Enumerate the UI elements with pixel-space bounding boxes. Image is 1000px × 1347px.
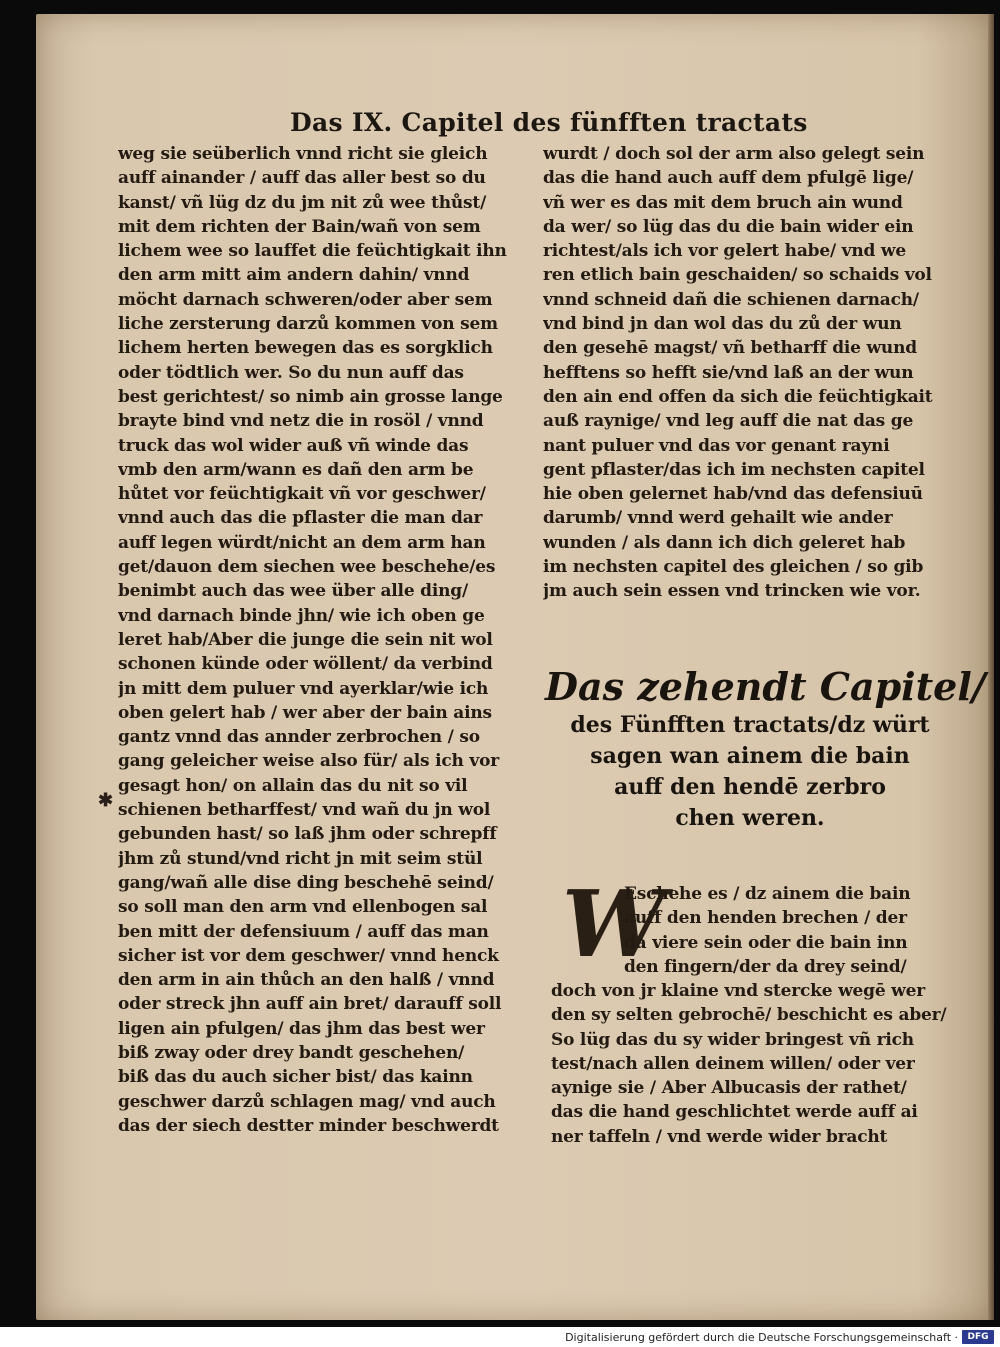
text-line: auff legen würdt/nicht an dem arm han <box>118 532 486 553</box>
text-line: so soll man den arm vnd ellenbogen sal <box>118 897 488 918</box>
text-line: oder streck jhn auff ain bret/ darauff soll <box>118 994 502 1015</box>
text-line: aynige sie / Aber Albucasis der rathet/ <box>551 1078 907 1099</box>
text-line: doch von jr klaine vnd stercke wegē wer <box>551 981 925 1001</box>
text-line: geschwer darzů schlagen mag/ vnd auch <box>118 1091 496 1112</box>
text-line: best gerichtest/ so nimb ain grosse lange <box>118 386 503 407</box>
chapter-body-text <box>551 979 951 1149</box>
text-line: hefftens so hefft sie/vnd laß an der wun <box>543 362 914 383</box>
text-line: get/dauon dem siechen wee beschehe/es <box>118 557 496 578</box>
text-line: das der siech destter minder beschwerdt <box>118 1115 499 1136</box>
text-line: schonen künde oder wöllent/ da verbind <box>118 654 493 675</box>
text-line: truck das wol wider auß vñ winde das <box>118 435 469 456</box>
text-line: oben gelert hab / wer aber der bain ains <box>118 702 492 723</box>
text-line: den gesehē magst/ vñ betharff die wund <box>543 338 917 359</box>
text-line: liche zersterung darzů kommen von sem <box>118 314 498 335</box>
text-line: da viere sein oder die bain inn <box>624 932 908 953</box>
text-line: den ain end offen da sich die feüchtigkait <box>543 386 933 407</box>
text-line: ligen ain pfulgen/ das jhm das best wer <box>118 1018 485 1039</box>
text-line: gent pflaster/das ich im nechsten capitel <box>543 459 925 480</box>
text-line: Eschehe es / dz ainem die bain <box>624 884 911 904</box>
text-line: auß raynige/ vnd leg auff die nat das ge <box>543 411 914 432</box>
text-line: gang/wañ alle dise ding beschehē seind/ <box>118 872 494 893</box>
text-line: jm auch sein essen vnd trincken wie vor. <box>543 581 921 602</box>
text-line: darumb/ vnnd werd gehailt wie ander <box>543 508 893 529</box>
text-line: jn mitt dem puluer vnd ayerklar/wie ich <box>118 678 489 699</box>
chapter-title: Das zehendt Capitel/ <box>545 664 986 709</box>
text-line: jhm zů stund/vnd richt jn mit seim stül <box>118 848 483 869</box>
text-line: den arm mitt aim andern dahin/ vnnd <box>118 265 470 286</box>
text-line: hůtet vor feüchtigkait vñ vor geschwer/ <box>118 484 486 505</box>
text-line: vnnd schneid dañ die schienen darnach/ <box>543 289 919 310</box>
text-line: im nechsten capitel des gleichen / so gib <box>543 557 924 578</box>
text-line: vmb den arm/wann es dañ den arm be <box>118 459 474 480</box>
text-line: biß zway oder drey bandt geschehen/ <box>118 1042 465 1063</box>
text-line: oder tödtlich wer. So du nun auff das <box>118 362 464 383</box>
right-text-column <box>543 142 939 604</box>
text-line: biß das du auch sicher bist/ das kainn <box>118 1067 473 1088</box>
text-line: den sy selten gebrochē/ beschicht es aber/ <box>551 1005 947 1026</box>
footer-credit: Digitalisierung gefördert durch die Deutsche Forschungsgemeinschaft · <box>565 1331 958 1344</box>
text-line: wurdt / doch sol der arm also gelegt sein <box>543 144 925 164</box>
text-line: weg sie seüberlich vnnd richt sie gleich <box>118 144 488 164</box>
chapter-subtitle-line: chen weren. <box>675 805 825 831</box>
chapter-indented-text <box>624 882 944 979</box>
text-line: gesagt hon/ on allain das du nit so vil <box>118 775 468 796</box>
text-line: vñ wer es das mit dem bruch ain wund <box>543 192 903 213</box>
text-line: ner taffeln / vnd werde wider bracht <box>551 1126 888 1147</box>
text-line: vnd darnach binde jhn/ wie ich oben ge <box>118 605 485 626</box>
text-line: gang geleicher weise also für/ als ich vor <box>118 751 499 772</box>
text-line: den arm in ain thůch an den halß / vnnd <box>118 970 495 991</box>
text-line: schienen betharffest/ vnd wañ du jn wol <box>118 800 491 821</box>
left-text-column <box>118 142 528 1138</box>
dfg-logo: DFG <box>962 1330 994 1344</box>
chapter-subtitle-line: sagen wan ainem die bain <box>590 743 910 769</box>
text-line: vnd bind jn dan wol das du zů der wun <box>543 314 902 335</box>
page-edge <box>988 14 994 1320</box>
chapter-heading <box>545 664 986 834</box>
text-line: mit dem richten der Bain/wañ von sem <box>118 216 481 237</box>
running-head: Das IX. Capitel des fünfften tractats <box>290 108 808 137</box>
text-line: brayte bind vnd netz die in rosöl / vnnd <box>118 411 484 432</box>
text-line: gebunden hast/ so laß jhm oder schrepff <box>118 824 497 845</box>
text-line: gantz vnnd das annder zerbrochen / so <box>118 727 480 748</box>
text-line: richtest/als ich vor gelert habe/ vnd we <box>543 241 906 262</box>
text-line: lichem herten bewegen das es sorgklich <box>118 338 493 359</box>
text-line: lichem wee so lauffet die feüchtigkait ihn <box>118 241 507 262</box>
text-line: sicher ist vor dem geschwer/ vnnd henck <box>118 945 499 966</box>
text-line: test/nach allen deinem willen/ oder ver <box>551 1053 915 1074</box>
footer-bar <box>0 1327 1000 1347</box>
chapter-subtitle <box>545 710 955 834</box>
chapter-subtitle-line: des Fünfften tractats/dz würt <box>570 712 930 738</box>
text-line: ben mitt der defensiuum / auff das man <box>118 921 489 942</box>
text-line: leret hab/Aber die junge die sein nit wol <box>118 629 493 650</box>
text-line: das die hand auch auff dem pfulgē lige/ <box>543 168 914 189</box>
chapter-subtitle-line: auff den hendē zerbro <box>614 774 886 800</box>
text-line: kanst/ vñ lüg dz du jm nit zů wee thůst/ <box>118 192 487 213</box>
marginal-mark: ✱ <box>98 790 114 811</box>
text-line: vnnd auch das die pflaster die man dar <box>118 508 483 529</box>
decorated-initial: W <box>562 870 666 978</box>
text-line: da wer/ so lüg das du die bain wider ein <box>543 216 914 237</box>
text-line: hie oben gelernet hab/vnd das defensiuū <box>543 484 923 505</box>
text-line: nant puluer vnd das vor genant rayni <box>543 435 890 456</box>
text-line: ren etlich bain geschaiden/ so schaids vol <box>543 265 932 286</box>
text-line: So lüg das du sy wider bringest vñ rich <box>551 1029 914 1050</box>
text-line: möcht darnach schweren/oder aber sem <box>118 289 493 310</box>
text-line: wunden / als dann ich dich geleret hab <box>543 532 906 553</box>
text-line: auff ainander / auff das aller best so du <box>118 168 486 189</box>
text-line: den fingern/der da drey seind/ <box>624 956 907 977</box>
text-line: benimbt auch das wee über alle ding/ <box>118 581 468 602</box>
text-line: das die hand geschlichtet werde auff ai <box>551 1102 918 1123</box>
text-line: auff den henden brechen / der <box>624 908 907 929</box>
